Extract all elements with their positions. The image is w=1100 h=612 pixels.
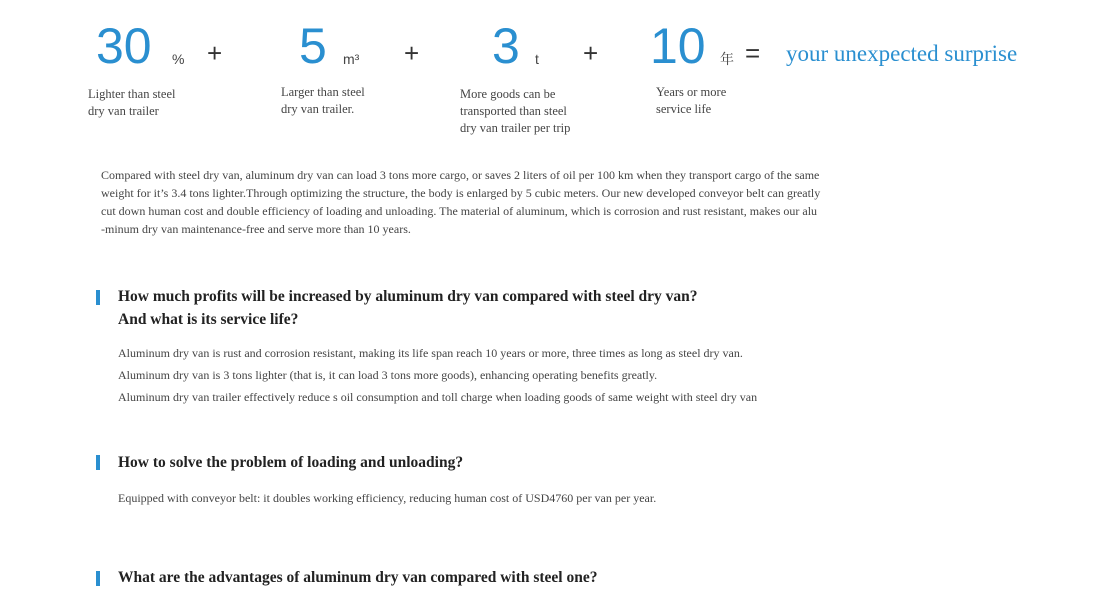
stat-description	[88, 86, 228, 120]
surprise-tagline: your unexpected surprise	[786, 41, 1018, 66]
stat-description-line: Lighter than steel	[88, 87, 176, 101]
stat-description-line: Years or more	[656, 85, 727, 99]
stat-description	[460, 86, 600, 137]
intro-line: Compared with steel dry van, aluminum dry van can load 3 tons more cargo, or saves 2 liters of oil per 100 km when they transport cargo of the same	[101, 168, 820, 182]
intro-line: cut down human cost and double efficiency of loading and unloading. The material of aluminum, which is corrosion and rust resistant, makes our alu	[101, 204, 818, 218]
section-heading	[118, 451, 463, 474]
plus-operator: +	[583, 38, 599, 68]
stat-description-line: More goods can be	[460, 87, 556, 101]
section-heading	[118, 566, 598, 589]
section-heading-line: How much profits will be increased by aluminum dry van compared with steel dry van?	[118, 288, 698, 305]
stat-description-line: dry van trailer per trip	[460, 121, 571, 135]
equals-operator: =	[745, 38, 761, 68]
intro-paragraph	[101, 166, 961, 238]
section-heading	[118, 285, 698, 331]
stat-description-line: dry van trailer.	[281, 102, 355, 116]
stat-number: 10	[650, 18, 706, 74]
stat-description-line: transported than steel	[460, 104, 567, 118]
stat-unit: m³	[343, 51, 360, 67]
intro-line: -minum dry van maintenance-free and serve more than 10 years.	[101, 222, 411, 236]
plus-operator: +	[404, 38, 420, 68]
answer-line: Aluminum dry van is rust and corrosion resistant, making its life span reach 10 years or more, three times as long as steel dry van.	[118, 346, 743, 360]
stat-number: 30	[96, 18, 152, 74]
stat-unit: 年	[720, 51, 734, 67]
answer-line: Aluminum dry van is 3 tons lighter (that is, it can load 3 tons more goods), enhancing operating benefits greatly.	[118, 368, 658, 382]
stat-description-line: dry van trailer	[88, 104, 159, 118]
stat-description	[656, 84, 796, 118]
stat-description-line: service life	[656, 102, 712, 116]
stat-description-line: Larger than steel	[281, 85, 365, 99]
section-marker	[96, 290, 100, 305]
stat-unit: t	[535, 51, 539, 67]
stat-description	[281, 84, 421, 118]
intro-line: weight for it’s 3.4 tons lighter.Through optimizing the structure, the body is enlarged by 5 cubic meters. Our new developed conveyor belt can greatly	[101, 186, 821, 200]
section-heading-line: And what is its service life?	[118, 311, 299, 328]
section-marker	[96, 571, 100, 586]
section-marker	[96, 455, 100, 470]
section-answer	[118, 487, 656, 509]
section-answer	[118, 342, 757, 408]
answer-line: Aluminum dry van trailer effectively reduce s oil consumption and toll charge when loading goods of same weight with steel dry van	[118, 390, 758, 404]
plus-operator: +	[207, 38, 223, 68]
section-heading-line: How to solve the problem of loading and unloading?	[118, 454, 464, 471]
stat-number: 3	[492, 18, 520, 74]
answer-line: Equipped with conveyor belt: it doubles working efficiency, reducing human cost of USD4760 per van per year.	[118, 491, 657, 505]
section-heading-line: What are the advantages of aluminum dry van compared with steel one?	[118, 569, 598, 586]
stat-number: 5	[299, 18, 327, 74]
stat-unit: %	[172, 51, 185, 67]
